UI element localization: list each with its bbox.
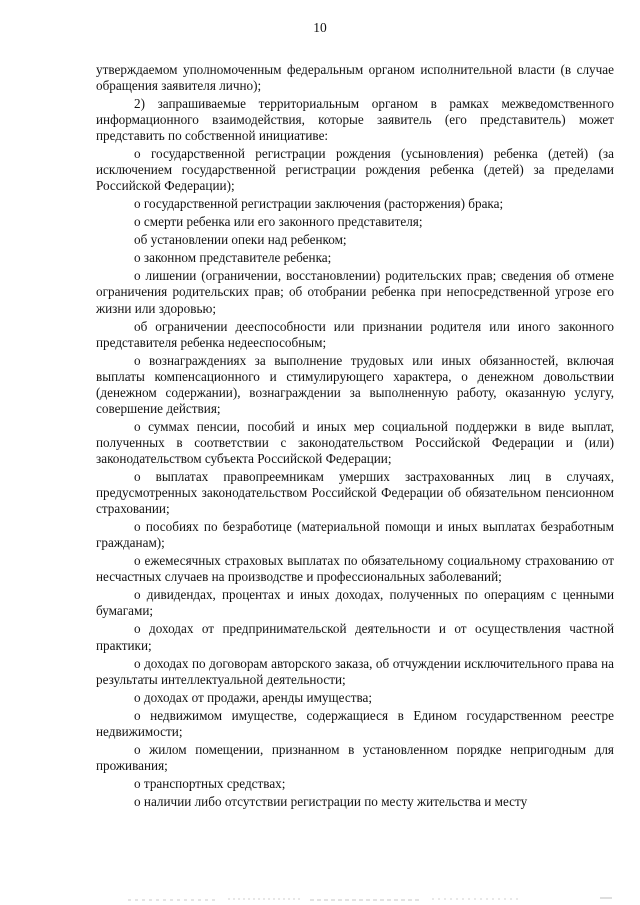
paragraph: о доходах по договорам авторского заказа, об отчуждении исключительного права на результаты интеллектуальной деятельности; [96,655,614,687]
paragraph: о законном представителе ребенка; [134,250,332,266]
paragraph: о транспортных средствах; [134,775,286,791]
paragraph: о доходах от предпринимательской деятельности и от осуществления частной практики; [96,621,614,653]
paragraph: о государственной регистрации рождения (усыновления) ребенка (детей) (за исключением государственной регистрации рождения ребенка (детей) за пределами Российской Федерации); [96,146,614,194]
paragraph: о пособиях по безработице (материальной помощи и иных выплатах безработным гражданам); [96,519,614,551]
paragraph: об ограничении дееспособности или признании родителя или иного законного представителя ребенка недееспособным; [96,318,614,350]
paragraph: о вознаграждениях за выполнение трудовых или иных обязанностей, включая выплаты компенсационного и стимулирующего характера, о денежном довольствии (денежном содержании), вознаграждении за выполненную работу, оказанную услугу, совершение действия; [96,352,614,416]
paragraph: 2) запрашиваемые территориальным органом в рамках межведомственного информационного взаимодействия, которые заявитель (его представитель) может представить по собственной инициативе: [96,96,614,144]
paragraph: о ежемесячных страховых выплатах по обязательному социальному страхованию от несчастных случаев на производстве и профессиональных заболеваний; [96,553,614,585]
paragraph: о доходах от продажи, аренды имущества; [134,689,373,705]
paragraph: о дивидендах, процентах и иных доходах, полученных по операциям с ценными бумагами; [96,587,614,619]
paragraph: утверждаемом уполномоченным федеральным органом исполнительной власти (в случае обращения заявителя лично); [96,62,614,94]
paragraph: о жилом помещении, признанном в установленном порядке непригодным для проживания; [96,741,614,773]
paragraph: о наличии либо отсутствии регистрации по месту жительства и месту [134,793,528,809]
document-body [96,62,614,812]
paragraph: о недвижимом имуществе, содержащиеся в Едином государственном реестре недвижимости; [96,707,614,739]
paragraph: о суммах пенсии, пособий и иных мер социальной поддержки в виде выплат, полученных в соответствии с законодательством Российской Федерации и (или) законодательством субъекта Российской Федерации; [96,418,614,467]
page-number: 10 [313,20,327,35]
scan-noise [0,894,640,905]
paragraph: о выплатах правопреемникам умерших застрахованных лиц в случаях, предусмотренных законодательством Российской Федерации об обязательном пенсионном страховании; [96,469,614,517]
paragraph: о лишении (ограничении, восстановлении) родительских прав; сведения об отмене ограничения родительских прав; об отобрании ребенка при непосредственной угрозе его жизни или здоровью; [96,268,614,316]
paragraph: о государственной регистрации заключения (расторжения) брака; [134,196,504,212]
paragraph: об установлении опеки над ребенком; [134,232,347,248]
paragraph: о смерти ребенка или его законного представителя; [134,214,423,230]
